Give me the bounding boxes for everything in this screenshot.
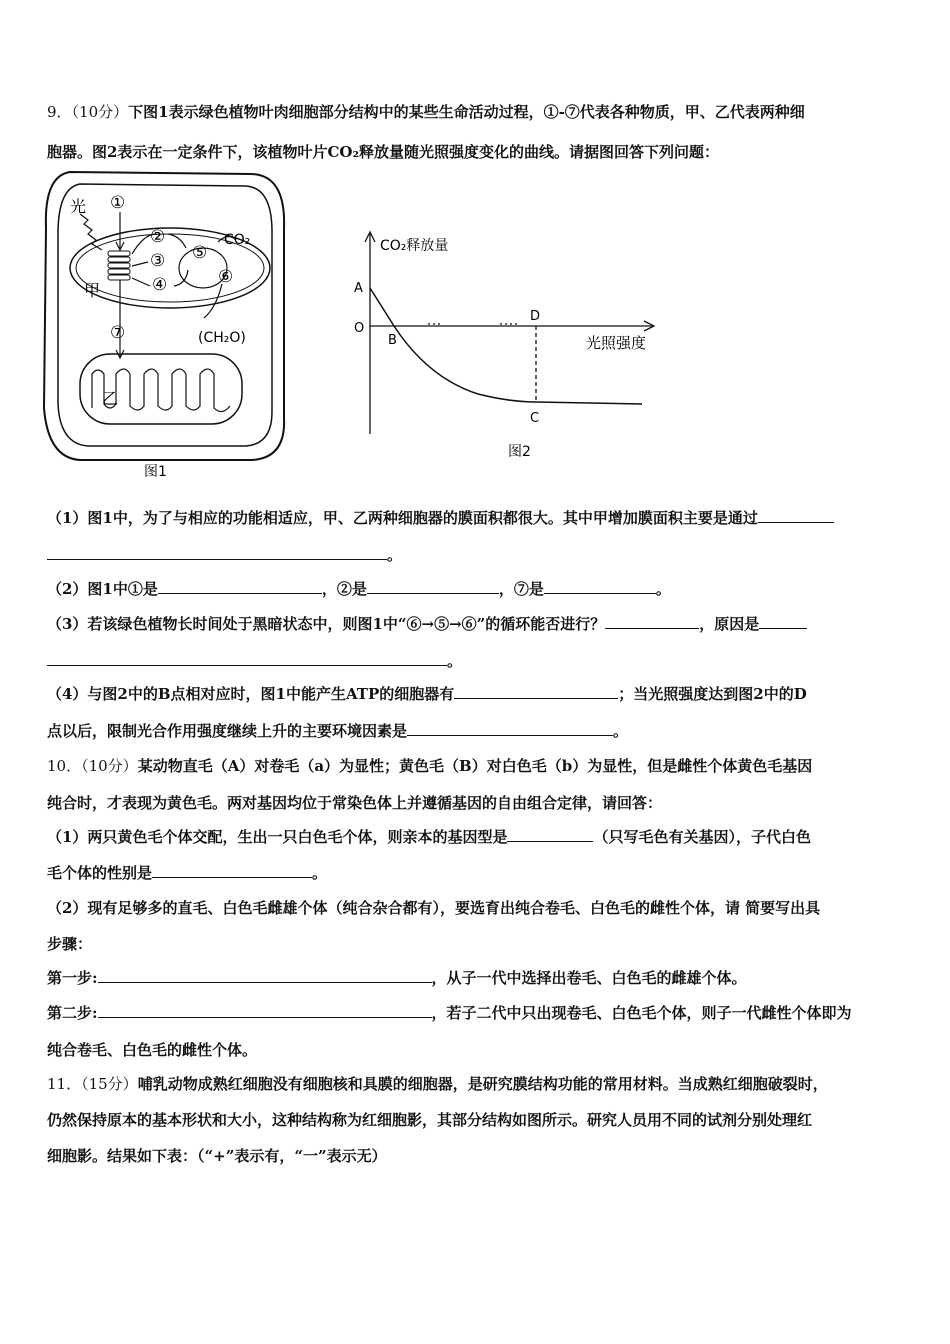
arrow-4 xyxy=(174,270,188,286)
q10-step2-line2: 纯合卷毛、白色毛的雌性个体。 xyxy=(47,1041,258,1059)
q11-line3: 细胞影。结果如下表：（“+”表示有，“一”表示无） xyxy=(47,1147,387,1165)
q10-intro-line2: 纯合时，才表现为黄色毛。两对基因均位于常染色体上并遵循基因的自由组合定律，请回答： xyxy=(47,794,663,812)
arrow-4-back xyxy=(132,278,150,286)
figure-1 xyxy=(40,168,290,484)
circle-label-3: ③ xyxy=(150,251,166,271)
q9-sub3-end: 。 xyxy=(447,652,463,670)
q9-sub2-b: ，②是 xyxy=(321,580,367,598)
q11-number: 11． xyxy=(47,1075,82,1093)
q9-sub2-blank-1[interactable] xyxy=(158,579,322,594)
q10-step1-line xyxy=(47,968,747,988)
q9-sub4-blank-a[interactable] xyxy=(454,684,618,699)
q10-sub1-blank-a[interactable] xyxy=(507,827,593,842)
q9-sub3-line1 xyxy=(47,614,807,634)
q10-sub1-a: （1）两只黄色毛个体交配，生出一只白色毛个体，则亲本的基因型是 xyxy=(47,828,508,846)
q9-sub2-line xyxy=(47,579,671,599)
point-a-label: A xyxy=(354,281,363,296)
q9-sub2-end: 。 xyxy=(655,580,671,598)
q10-sub1-line1 xyxy=(47,827,811,847)
q9-sub3-line2 xyxy=(47,651,462,671)
q9-sub1-blank-a[interactable] xyxy=(758,508,834,523)
q10-step2-line xyxy=(47,1003,852,1023)
q10-sub1-blank-b[interactable] xyxy=(152,863,312,878)
q9-sub4-c: 点以后，限制光合作用强度继续上升的主要环境因素是 xyxy=(47,722,408,740)
q9-sub3-blank-b[interactable] xyxy=(759,614,807,629)
q9-sub2-a: （2）图1中①是 xyxy=(47,580,158,598)
q9-sub3-b: ，原因是 xyxy=(699,615,760,633)
q11-text1: 哺乳动物成熟红细胞没有细胞核和具膜的细胞器，是研究膜结构功能的常用材料。当成熟红细胞破裂时， xyxy=(137,1075,828,1093)
q10-step1-b: ，从子一代中选择出卷毛、白色毛的雌雄个体。 xyxy=(431,969,747,987)
arrow-3 xyxy=(132,262,148,266)
q9-score: （10分） xyxy=(71,103,129,121)
arrow-6-to-ch2o xyxy=(204,284,222,318)
q10-sub2-line2: 步骤： xyxy=(47,935,93,953)
chloroplast-label: 甲 xyxy=(84,281,101,300)
q10-sub1-b: （只写毛色有关基因），子代白色 xyxy=(593,828,811,846)
light-label: 光 xyxy=(70,197,87,216)
q10-number: 10． xyxy=(47,757,82,775)
q10-sub1-line2 xyxy=(47,863,327,883)
ch2o-label: (CH₂O) xyxy=(198,330,246,346)
figure-1-caption: 图1 xyxy=(144,464,167,480)
point-c-label: C xyxy=(530,411,540,426)
q9-intro-line1 xyxy=(47,102,805,122)
arrow-2-cycle xyxy=(168,234,186,248)
q9-sub2-blank-2[interactable] xyxy=(367,579,499,594)
q9-sub3-blank-a[interactable] xyxy=(605,614,699,629)
q10-intro-text1: 某动物直毛（A）对卷毛（a）为显性；黄色毛（B）对白色毛（b）为显性，但是雌性个体黄色毛基因 xyxy=(137,757,813,775)
origin-label: O xyxy=(354,321,365,336)
figure-2 xyxy=(350,228,660,468)
circle-label-4: ④ xyxy=(152,275,168,295)
point-d-label: D xyxy=(530,309,541,324)
q10-sub2-line1: （2）现有足够多的直毛、白色毛雌雄个体（纯合杂合都有），要选育出纯合卷毛、白色毛的雌性个体，请 简要写出具 xyxy=(47,899,821,917)
x-axis-label: 光照强度 xyxy=(586,334,647,352)
mitochondrion-label: 乙 xyxy=(102,389,119,408)
y-axis-label: CO₂释放量 xyxy=(380,238,449,254)
circle-label-2: ② xyxy=(150,227,166,247)
point-b-label: B xyxy=(388,333,397,348)
q9-number: 9． xyxy=(47,103,72,121)
light-ray-icon xyxy=(80,214,102,250)
q9-sub4-a: （4）与图2中的B点相对应时，图1中能产生ATP的细胞器有 xyxy=(47,685,455,703)
q10-step2-blank[interactable] xyxy=(98,1003,432,1018)
q9-sub1-blank-b[interactable] xyxy=(47,545,387,560)
q11-line1 xyxy=(47,1074,828,1094)
q9-sub3-a: （3）若该绿色植物长时间处于黑暗状态中，则图1中“⑥→⑤→⑥”的循环能否进行？ xyxy=(47,615,606,633)
q9-sub1-line1 xyxy=(47,508,834,528)
circle-label-7: ⑦ xyxy=(110,323,126,343)
q9-sub4-line2 xyxy=(47,721,628,741)
q9-sub4-b: ；当光照强度达到图2中的D xyxy=(618,685,807,703)
q9-intro-text1: 下图1表示绿色植物叶肉细胞部分结构中的某些生命活动过程，①-⑦代表各种物质，甲、乙代表两种细 xyxy=(128,103,805,121)
co2-label: CO₂ xyxy=(224,232,251,248)
figure-2-caption: 图2 xyxy=(508,444,531,460)
q9-sub1-text: （1）图1中，为了与相应的功能相适应，甲、乙两种细胞器的膜面积都很大。其中甲增加膜面积主要是通过 xyxy=(47,509,758,527)
q11-score: （15分） xyxy=(81,1075,138,1093)
q10-step1-a: 第一步: xyxy=(47,969,98,987)
q9-sub1-line2 xyxy=(47,545,402,565)
q9-sub1-end: 。 xyxy=(387,546,403,564)
q9-sub2-c: ，⑦是 xyxy=(498,580,544,598)
q10-step2-b: ，若子二代中只出现卷毛、白色毛个体，则子一代雌性个体即为 xyxy=(431,1004,852,1022)
q10-intro-line1 xyxy=(47,756,812,776)
q10-step2-a: 第二步: xyxy=(47,1004,98,1022)
q9-intro-line2: 胞器。图2表示在一定条件下，该植物叶片CO₂释放量随光照强度变化的曲线。请据图回答下列问题： xyxy=(47,143,720,161)
q9-sub3-blank-c[interactable] xyxy=(47,651,447,666)
q11-line2: 仍然保持原本的基本形状和大小，这种结构称为红细胞影，其部分结构如图所示。研究人员用不同的试剂分别处理红 xyxy=(47,1111,813,1129)
q9-sub4-line1 xyxy=(47,684,807,704)
q10-sub1-c: 毛个体的性别是 xyxy=(47,864,153,882)
q9-sub4-end: 。 xyxy=(613,722,629,740)
q10-sub1-end: 。 xyxy=(312,864,328,882)
circle-label-1: ① xyxy=(110,193,126,213)
q10-score: （10分） xyxy=(81,757,138,775)
q9-sub2-blank-7[interactable] xyxy=(544,579,656,594)
grana-stack-icon xyxy=(108,251,130,280)
q9-sub4-blank-b[interactable] xyxy=(407,721,613,736)
circle-label-6: ⑥ xyxy=(218,267,234,287)
circle-label-5: ⑤ xyxy=(192,243,208,263)
q10-step1-blank[interactable] xyxy=(98,968,432,983)
